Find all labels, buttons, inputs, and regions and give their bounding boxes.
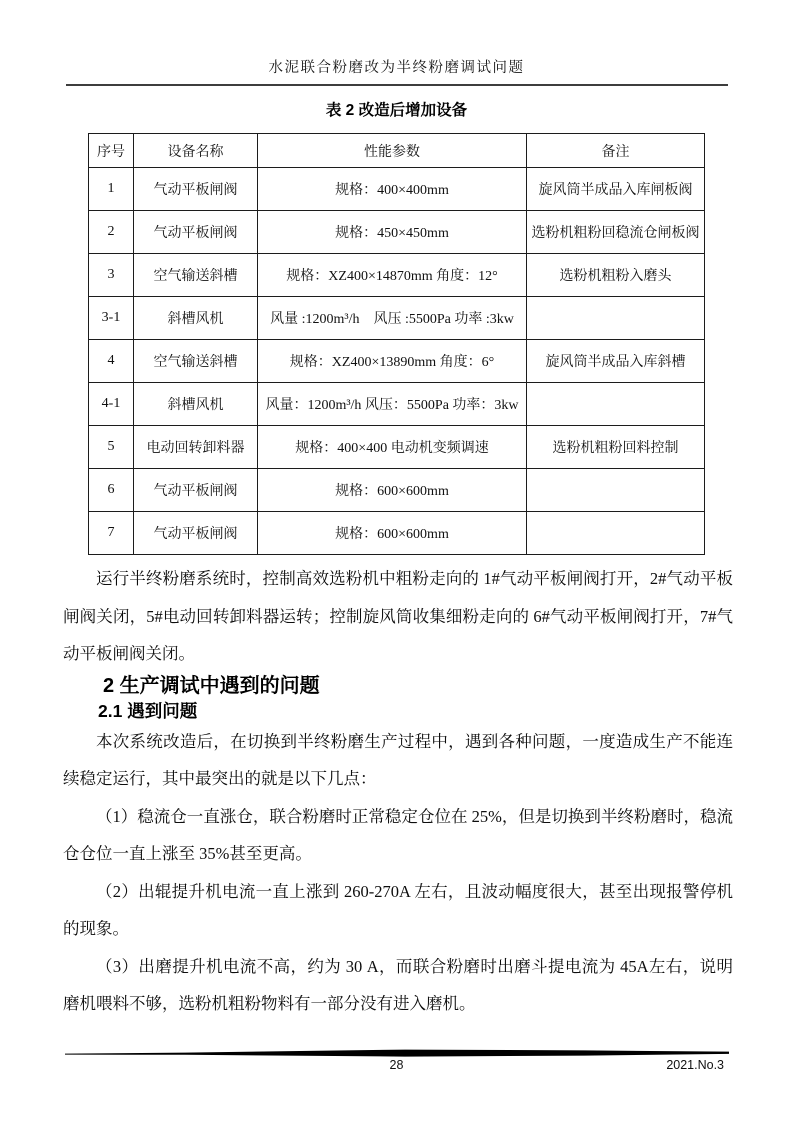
cell-params: 规格：XZ400×13890mm 角度：6°: [258, 340, 527, 383]
cell-name: 电动回转卸料器: [134, 426, 258, 469]
list-item-2: （2）出辊提升机电流一直上涨到 260-270A 左右，且波动幅度很大，甚至出现报警停机的现象。: [63, 881, 733, 938]
equipment-table: [88, 133, 705, 555]
cell-note: [527, 383, 705, 426]
cell-no: 2: [89, 211, 134, 254]
cell-no: 3: [89, 254, 134, 297]
cell-name: 气动平板闸阀: [134, 168, 258, 211]
cell-no: 7: [89, 512, 134, 555]
table-row: [89, 254, 705, 297]
footer-rule: [65, 1049, 729, 1057]
cell-params: 风量：1200m³/h 风压：5500Pa 功率：3kw: [258, 383, 527, 426]
cell-no: 6: [89, 469, 134, 512]
page-number: 28: [389, 1058, 404, 1072]
cell-note: 选粉机粗粉回稳流仓闸板阀: [527, 211, 705, 254]
paragraph-operation: 运行半终粉磨系统时，控制高效选粉机中粗粉走向的 1#气动平板闸阀打开，2#气动平板闸阀关闭，5#电动回转卸料器运转；控制旋风筒收集细粉走向的 6#气动平板闸阀打开，7#气动平板闸阀关闭。: [63, 569, 733, 663]
paragraph-intro: 本次系统改造后，在切换到半终粉磨生产过程中，遇到各种问题，一度造成生产不能连续稳定运行，其中最突出的就是以下几点：: [63, 731, 733, 788]
list-item-1: （1）稳流仓一直涨仓，联合粉磨时正常稳定仓位在 25%，但是切换到半终粉磨时，稳流仓仓位一直上涨至 35%甚至更高。: [63, 806, 733, 863]
cell-name: 气动平板闸阀: [134, 512, 258, 555]
cell-note: 旋风筒半成品入库闸板阀: [527, 168, 705, 211]
table-row: [89, 426, 705, 469]
cell-params: 风量 :1200m³/h 风压 :5500Pa 功率 :3kw: [258, 297, 527, 340]
cell-no: 5: [89, 426, 134, 469]
table-row: [89, 383, 705, 426]
cell-name: 气动平板闸阀: [134, 211, 258, 254]
column-header-no: 序号: [89, 134, 134, 168]
cell-note: 选粉机粗粉回料控制: [527, 426, 705, 469]
cell-no: 4-1: [89, 383, 134, 426]
column-header-note: 备注: [527, 134, 705, 168]
table-row: [89, 340, 705, 383]
column-header-name: 设备名称: [134, 134, 258, 168]
cell-name: 斜槽风机: [134, 383, 258, 426]
cell-params: 规格：450×450mm: [258, 211, 527, 254]
table-row: [89, 168, 705, 211]
cell-params: 规格：400×400mm: [258, 168, 527, 211]
cell-name: 空气输送斜槽: [134, 340, 258, 383]
cell-name: 空气输送斜槽: [134, 254, 258, 297]
cell-no: 4: [89, 340, 134, 383]
table-row: [89, 211, 705, 254]
cell-note: 选粉机粗粉入磨头: [527, 254, 705, 297]
table-caption: 表 2 改造后增加设备: [325, 102, 468, 119]
table-row: [89, 469, 705, 512]
cell-note: [527, 469, 705, 512]
table-row: [89, 512, 705, 555]
cell-no: 1: [89, 168, 134, 211]
cell-note: [527, 512, 705, 555]
section-heading: 2 生产调试中遇到的问题: [103, 674, 320, 697]
header-rule: [66, 84, 728, 86]
column-header-params: 性能参数: [258, 134, 527, 168]
body-text: [63, 560, 733, 1023]
cell-note: [527, 297, 705, 340]
cell-name: 斜槽风机: [134, 297, 258, 340]
cell-name: 气动平板闸阀: [134, 469, 258, 512]
cell-params: 规格：400×400 电动机变频调速: [258, 426, 527, 469]
issue-number: 2021.No.3: [666, 1058, 724, 1072]
cell-params: 规格：XZ400×14870mm 角度：12°: [258, 254, 527, 297]
list-item-3: （3）出磨提升机电流不高，约为 30 A，而联合粉磨时出磨斗提电流为 45A左右，说明磨机喂料不够，选粉机粗粉物料有一部分没有进入磨机。: [63, 956, 733, 1013]
cell-note: 旋风筒半成品入库斜槽: [527, 340, 705, 383]
table-header-row: [89, 134, 705, 168]
cell-no: 3-1: [89, 297, 134, 340]
running-header: 水泥联合粉磨改为半终粉磨调试问题: [268, 60, 525, 76]
subsection-heading: 2.1 遇到问题: [98, 700, 198, 721]
cell-params: 规格：600×600mm: [258, 469, 527, 512]
cell-params: 规格：600×600mm: [258, 512, 527, 555]
table-row: [89, 297, 705, 340]
